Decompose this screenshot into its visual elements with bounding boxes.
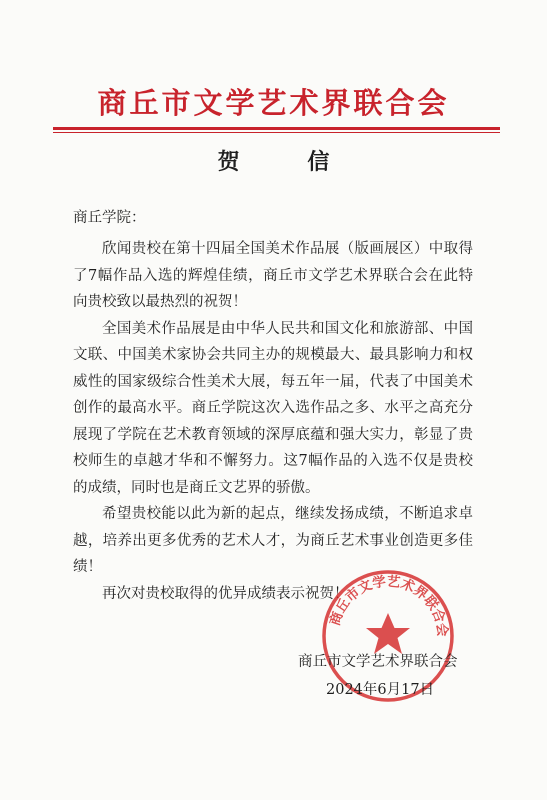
letter-body xyxy=(73,236,473,607)
letterhead-rule-thick xyxy=(53,127,500,130)
body-paragraph: 希望贵校能以此为新的起点，继续发扬成绩，不断追求卓越，培养出更多优秀的艺术人才，为商丘艺术事业创造更多佳绩！ xyxy=(73,506,473,575)
salutation: 商丘学院： xyxy=(73,210,146,226)
letterhead-title: 商丘市文学艺术界联合会 xyxy=(97,86,450,120)
seal-text: 商丘市文学艺术界联合会 xyxy=(327,573,451,638)
document-title: 贺 信 xyxy=(217,149,360,175)
star-icon xyxy=(366,613,410,654)
body-paragraph: 欣闻贵校在第十四届全国美术作品展（版画展区）中取得了7幅作品入选的辉煌佳绩，商丘市文学艺术界联合会在此特向贵校致以最热烈的祝贺！ xyxy=(73,241,473,310)
letterhead-rule-thin xyxy=(53,132,500,133)
signature-organization: 商丘市文学艺术界联合会 xyxy=(298,654,458,670)
body-paragraph: 全国美术作品展是由中华人民共和国文化和旅游部、中国文联、中国美术家协会共同主办的规模最大、最具影响力和权威性的国家级综合性美术大展，每五年一届，代表了中国美术创作的最高水平。商丘学院这次入选作品之多、水平之高充分展现了学院在艺术教育领域的深厚底蕴和强大实力，彰显了贵校师生的卓越才华和不懈努力。这7幅作品的入选不仅是贵校的成绩，同时也是商丘文艺界的骄傲。 xyxy=(73,320,473,496)
body-paragraph: 再次对贵校取得的优异成绩表示祝贺！ xyxy=(102,585,349,602)
signature-date: 2024年6月17日 xyxy=(326,682,435,698)
